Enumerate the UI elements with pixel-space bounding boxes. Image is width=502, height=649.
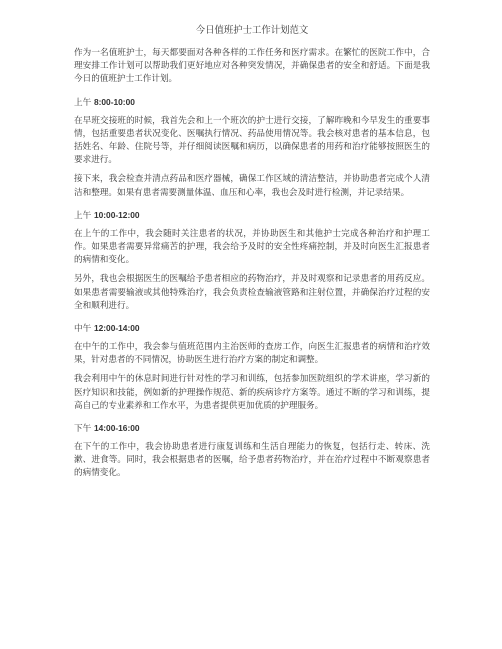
section-time: 12:00-14:00 [93, 323, 140, 334]
body-paragraph: 在上午的工作中，我会随时关注患者的状况，并协助医生和其他护士完成各种治疗和护理工作。如果患者需要异常痛苦的护理，我会给予及时的安全性疼痛控制，并及时向医生汇报患者的病情和变化。 [74, 228, 430, 266]
section-heading [74, 422, 430, 436]
intro-paragraph: 作为一名值班护士，每天都要面对各种各样的工作任务和医疗需求。在繁忙的医院工作中，合理安排工作计划可以帮助我们更好地应对各种突发情况，并确保患者的安全和舒适。下面是我今日的值班护士工作计划。 [74, 48, 430, 85]
section-time: 14:00-16:00 [93, 423, 140, 434]
section-period: 下午 [74, 424, 92, 435]
body-paragraph: 另外，我也会根据医生的医嘱给予患者相应的药物治疗，并及时观察和记录患者的用药反应。如果患者需要输液或其他特殊治疗，我会负责检查输液管路和注射位置，并确保治疗过程的安全和顺利进行。 [74, 274, 430, 311]
section-morning-1 [74, 96, 430, 200]
section-afternoon [74, 422, 430, 481]
section-heading [74, 322, 430, 336]
section-period: 上午 [74, 97, 92, 108]
body-paragraph: 我会利用中午的休息时间进行针对性的学习和训练，包括参加医院组织的学术讲座，学习新的医疗知识和技能，例如新的护理操作规范、新的疾病诊疗方案等。通过不断的学习和训练，提高自己的专业素养和工作水平，为患者提供更加优质的护理服务。 [74, 374, 430, 411]
body-paragraph: 在下午的工作中，我会协助患者进行康复训练和生活自理能力的恢复，包括行走、转床、洗漱、进食等。同时，我会根据患者的医嘱，给予患者药物治疗，并在治疗过程中不断观察患者的病情变化。 [74, 442, 430, 479]
section-period: 上午 [74, 210, 92, 221]
body-paragraph: 接下来，我会检查并清点药品和医疗器械，确保工作区域的清洁整洁，并协助患者完成个人清洁和整理。如果有患者需要测量体温、血压和心率，我也会及时进行检测，并记录结果。 [74, 174, 430, 198]
section-noon [74, 322, 430, 413]
section-time: 10:00-12:00 [93, 209, 140, 220]
section-period: 中午 [74, 324, 92, 335]
section-morning-2 [74, 209, 430, 313]
section-heading [74, 96, 430, 110]
document-title: 今日值班护士工作计划范文 [195, 25, 309, 36]
body-paragraph: 在早班交接班的时候，我首先会和上一个班次的护士进行交接，了解昨晚和今早发生的重要事情，包括重要患者状况变化、医嘱执行情况、药品使用情况等。我会核对患者的基本信息，包括姓名、年龄、住院号等，并仔细阅读医嘱和病历，以确保患者的用药和治疗能够按照医生的要求进行。 [74, 115, 430, 166]
section-time: 8:00-10:00 [93, 96, 135, 107]
section-heading [74, 209, 430, 223]
body-paragraph: 在中午的工作中，我会参与值班范围内主治医师的查房工作，向医生汇报患者的病情和治疗效果，针对患者的不同情况，协助医生进行治疗方案的制定和调整。 [74, 342, 430, 366]
